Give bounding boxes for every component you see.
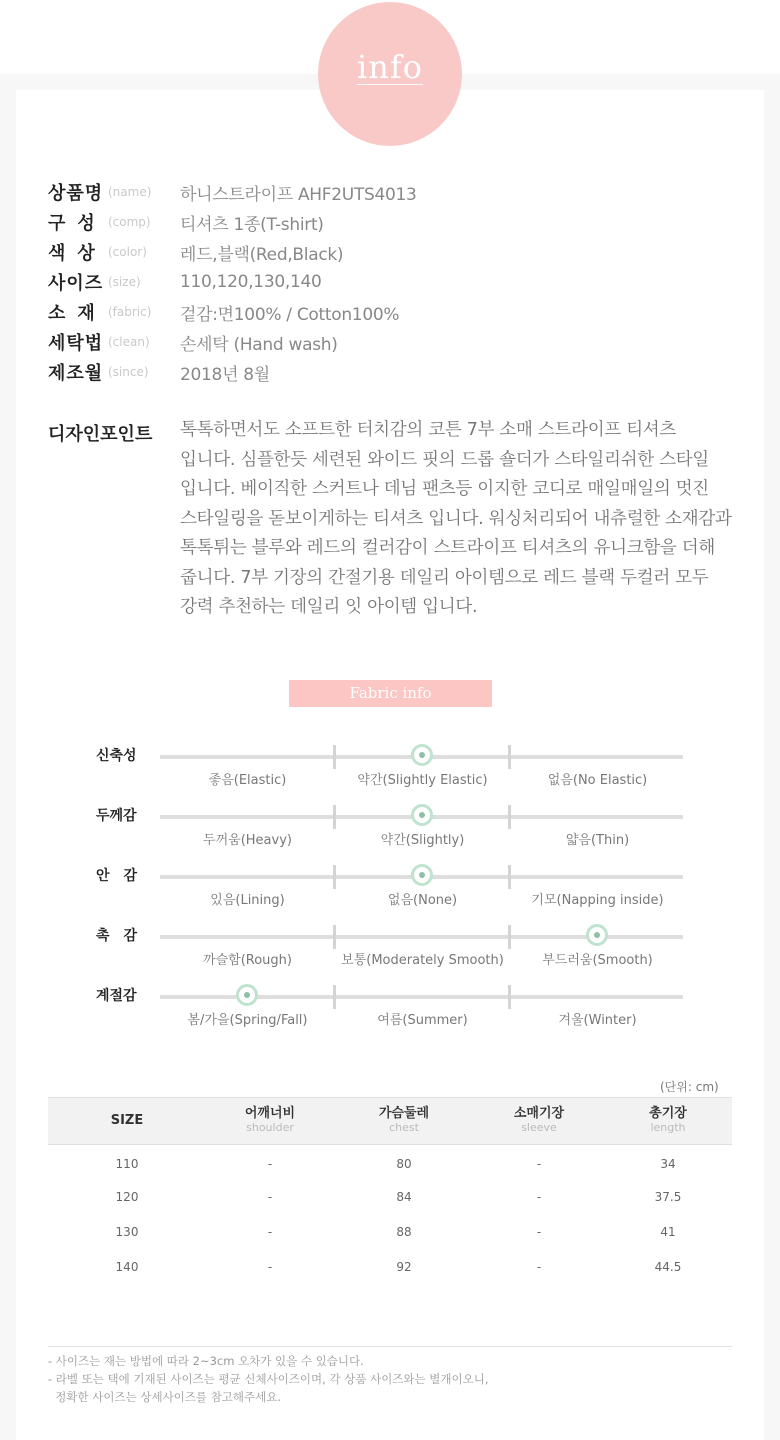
fabric-option: 여름(Summer) bbox=[377, 1013, 468, 1028]
spec-label: 세탁법 bbox=[48, 333, 104, 354]
note-line: 정확한 사이즈는 상세사이즈를 참고해주세요. bbox=[48, 1390, 282, 1404]
note-line: - 사이즈는 재는 방법에 따라 2~3cm 오차가 있을 수 있습니다. bbox=[48, 1354, 364, 1368]
unit-note: (단위: cm) bbox=[660, 1080, 719, 1094]
fabric-option: 봄/가을(Spring/Fall) bbox=[187, 1013, 308, 1028]
header-sleeve: 소매기장 sleeve bbox=[513, 1106, 565, 1134]
fabric-option: 없음(No Elastic) bbox=[547, 773, 648, 788]
fabric-tick bbox=[333, 925, 336, 949]
header-length: 총기장 length bbox=[649, 1106, 687, 1134]
spec-sub: (fabric) bbox=[108, 305, 152, 319]
table-cell: - bbox=[536, 1225, 542, 1239]
spec-label: 제조월 bbox=[48, 363, 104, 384]
table-row bbox=[48, 1215, 732, 1250]
design-line: 입니다. 심플한듯 세련된 와이드 핏의 드롭 숄더가 스타일리쉬한 스타일 bbox=[180, 449, 709, 470]
fabric-option: 있음(Lining) bbox=[210, 893, 285, 908]
fabric-tick bbox=[508, 805, 511, 829]
fabric-label: 두께감 bbox=[96, 808, 137, 824]
fabric-tick bbox=[333, 985, 336, 1009]
fabric-label: 안감 bbox=[96, 868, 152, 884]
design-line: 입니다. 베이직한 스커트나 데님 팬츠등 이지한 코디로 매일매일의 멋진 bbox=[180, 479, 709, 499]
table-cell: 84 bbox=[396, 1190, 412, 1204]
fabric-option: 없음(None) bbox=[387, 893, 458, 908]
fabric-option: 약간(Slightly Elastic) bbox=[357, 773, 488, 788]
spec-label: 구성 bbox=[48, 213, 107, 234]
notes-divider bbox=[48, 1346, 732, 1347]
design-line: 톡톡하면서도 소프트한 터치감의 코튼 7부 소매 스트라이프 티셔츠 bbox=[180, 420, 677, 440]
spec-value: 2018년 8월 bbox=[180, 364, 270, 385]
table-row bbox=[48, 1180, 732, 1215]
table-cell: - bbox=[536, 1260, 542, 1274]
design-point-label: 디자인포인트 bbox=[48, 424, 153, 445]
spec-sub: (size) bbox=[108, 275, 141, 289]
fabric-option: 두꺼움(Heavy) bbox=[203, 833, 292, 848]
table-cell: - bbox=[267, 1225, 273, 1239]
spec-label: 상품명 bbox=[48, 183, 104, 204]
fabric-tick bbox=[333, 805, 336, 829]
fabric-indicator-dot bbox=[411, 804, 433, 826]
fabric-indicator-dot bbox=[236, 984, 258, 1006]
size-table bbox=[48, 1097, 732, 1285]
spec-row-color bbox=[48, 237, 343, 267]
spec-value: 겉감:면100% / Cotton100% bbox=[180, 304, 400, 325]
fabric-tick bbox=[508, 925, 511, 949]
table-cell: 92 bbox=[396, 1260, 412, 1274]
spec-label: 사이즈 bbox=[48, 273, 104, 294]
table-cell: - bbox=[536, 1190, 542, 1204]
fabric-row-season bbox=[0, 988, 780, 1055]
table-cell: 34 bbox=[660, 1157, 676, 1172]
table-cell: 88 bbox=[396, 1225, 412, 1239]
fabric-option: 겨울(Winter) bbox=[558, 1013, 637, 1028]
spec-row-fabric bbox=[48, 297, 399, 327]
table-cell: - bbox=[536, 1157, 542, 1172]
spec-value: 하니스트라이프 AHF2UTS4013 bbox=[180, 184, 417, 205]
design-line: 줍니다. 7부 기장의 간절기용 데일리 아이템으로 레드 블랙 두컬러 모두 bbox=[180, 567, 709, 588]
fabric-label: 계절감 bbox=[96, 988, 137, 1004]
design-line: 강력 추천하는 데일리 잇 아이템 입니다. bbox=[180, 597, 478, 617]
table-cell: 80 bbox=[396, 1157, 412, 1172]
spec-label: 소재 bbox=[48, 303, 107, 324]
spec-sub: (comp) bbox=[108, 215, 151, 229]
design-line: 톡톡튀는 블루와 레드의 컬러감이 스트라이프 티셔츠의 유니크함을 더해 bbox=[180, 538, 715, 558]
table-cell: 140 bbox=[115, 1260, 139, 1274]
table-row bbox=[48, 1145, 732, 1180]
fabric-indicator-dot bbox=[586, 924, 608, 946]
table-cell: - bbox=[267, 1260, 273, 1274]
spec-sub: (color) bbox=[108, 245, 147, 259]
spec-sub: (clean) bbox=[108, 335, 150, 349]
table-cell: 37.5 bbox=[654, 1190, 682, 1204]
fabric-label: 신축성 bbox=[96, 748, 137, 764]
fabric-tick bbox=[508, 985, 511, 1009]
fabric-option: 약간(Slightly) bbox=[380, 833, 465, 848]
table-cell: 130 bbox=[115, 1225, 139, 1239]
fabric-indicator-dot bbox=[411, 744, 433, 766]
table-header-row bbox=[48, 1098, 732, 1145]
fabric-option: 좋음(Elastic) bbox=[208, 773, 287, 788]
fabric-tick bbox=[508, 865, 511, 889]
spec-sub: (since) bbox=[108, 365, 149, 379]
spec-value: 레드,블랙(Red,Black) bbox=[180, 244, 344, 265]
spec-row-clean bbox=[48, 327, 338, 357]
fabric-option: 보통(Moderately Smooth) bbox=[341, 953, 504, 968]
design-point-text bbox=[180, 416, 770, 623]
fabric-option: 까슬함(Rough) bbox=[203, 953, 292, 968]
note-line: - 라벨 또는 택에 기재된 사이즈는 평균 신체사이즈이며, 각 상품 사이즈와는 별개이오니, bbox=[48, 1372, 489, 1386]
spec-label: 색상 bbox=[48, 243, 107, 264]
spec-value: 티셔츠 1종(T-shirt) bbox=[180, 214, 324, 235]
spec-value: 손세탁 (Hand wash) bbox=[180, 334, 338, 355]
fabric-option: 기모(Napping inside) bbox=[531, 893, 664, 908]
header-size: SIZE bbox=[110, 1113, 144, 1128]
spec-value: 110,120,130,140 bbox=[180, 272, 322, 292]
fabric-tick bbox=[333, 745, 336, 769]
fabric-label: 촉감 bbox=[96, 928, 152, 944]
table-cell: 120 bbox=[115, 1190, 139, 1204]
fabric-tick bbox=[508, 745, 511, 769]
fabric-option: 얇음(Thin) bbox=[565, 833, 630, 848]
design-line: 스타일링을 돋보이게하는 티셔츠 입니다. 워싱처리되어 내츄럴한 소재감과 bbox=[180, 508, 732, 529]
page-title: info bbox=[357, 48, 423, 86]
fabric-indicator-dot bbox=[411, 864, 433, 886]
table-cell: 110 bbox=[115, 1157, 139, 1172]
spec-row-comp bbox=[48, 207, 324, 237]
fabric-info-banner: Fabric info bbox=[289, 680, 492, 707]
table-row bbox=[48, 1250, 732, 1285]
fabric-option: 부드러움(Smooth) bbox=[542, 953, 653, 968]
spec-row-size bbox=[48, 267, 322, 297]
table-cell: - bbox=[267, 1157, 273, 1172]
spec-row-name bbox=[48, 177, 417, 207]
table-cell: 44.5 bbox=[654, 1260, 682, 1274]
fabric-tick bbox=[333, 865, 336, 889]
spec-sub: (name) bbox=[108, 185, 152, 199]
header-shoulder: 어깨너비 shoulder bbox=[244, 1106, 296, 1134]
table-cell: - bbox=[267, 1190, 273, 1204]
table-cell: 41 bbox=[660, 1225, 676, 1239]
header-chest: 가슴둘레 chest bbox=[378, 1106, 430, 1134]
spec-row-since bbox=[48, 357, 270, 387]
